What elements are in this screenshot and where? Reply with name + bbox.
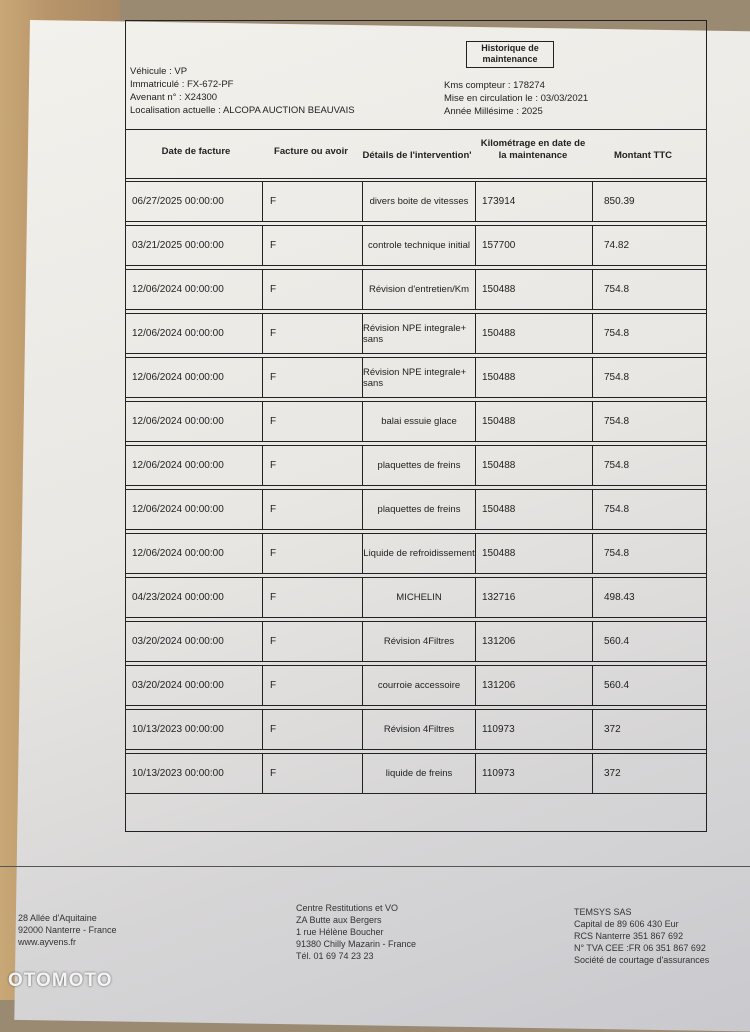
odometer: Kms compteur : 178274 — [444, 80, 545, 91]
column-header-amount: Montant TTC — [613, 150, 673, 161]
invoice-type-cell: F — [270, 460, 277, 471]
counter-info — [444, 79, 588, 118]
footer-right-line: Capital de 89 606 430 Eur — [574, 919, 679, 929]
footer-right-line: TEMSYS SAS — [574, 907, 632, 917]
vehicle-info — [130, 65, 355, 117]
footer-center-line: Centre Restitutions et VO — [296, 903, 399, 913]
mileage-cell: 131206 — [478, 666, 593, 705]
table-row — [126, 753, 706, 794]
table-row — [126, 621, 706, 662]
mileage-cell: 150488 — [478, 490, 593, 529]
date-cell: 10/13/2023 00:00:00 — [132, 710, 263, 749]
amount-cell: 372 — [604, 724, 621, 735]
invoice-type-cell: F — [270, 416, 277, 427]
invoice-type-cell: F — [270, 680, 277, 691]
table-header — [126, 129, 706, 179]
intervention-detail-cell: Révision NPE integrale+ sans — [362, 314, 476, 353]
mileage-cell: 150488 — [478, 314, 593, 353]
invoice-type-cell: F — [270, 592, 277, 603]
mileage-cell: 131206 — [478, 622, 593, 661]
date-cell: 03/21/2025 00:00:00 — [132, 226, 263, 265]
intervention-detail-cell: Révision NPE integrale+ sans — [362, 358, 476, 397]
footer-right-line: Société de courtage d'assurances — [574, 955, 710, 965]
maintenance-history-sheet — [125, 20, 707, 832]
intervention-detail-cell: plaquettes de freins — [362, 490, 476, 529]
column-header-type: Facture ou avoir — [274, 146, 348, 157]
invoice-type-cell: F — [270, 240, 277, 251]
date-cell: 12/06/2024 00:00:00 — [132, 490, 263, 529]
mileage-cell: 132716 — [478, 578, 593, 617]
amount-cell: 560.4 — [604, 680, 630, 691]
table-row — [126, 445, 706, 486]
vehicle-location: Localisation actuelle : ALCOPA AUCTION BEAUVAIS — [130, 105, 355, 116]
column-header-detail: Détails de l'intervention' — [362, 150, 472, 161]
footer-right-line: N° TVA CEE :FR 06 351 867 692 — [574, 943, 706, 953]
invoice-type-cell: F — [270, 768, 277, 779]
amount-cell: 754.8 — [604, 284, 630, 295]
mileage-cell: 150488 — [478, 446, 593, 485]
intervention-detail-cell: Liquide de refroidissement — [362, 534, 476, 573]
table-row — [126, 489, 706, 530]
intervention-detail-cell: plaquettes de freins — [362, 446, 476, 485]
vehicle-registration: Immatriculé : FX-672-PF — [130, 79, 234, 90]
intervention-detail-cell: courroie accessoire — [362, 666, 476, 705]
vehicle-amendment: Avenant n° : X24300 — [130, 92, 218, 103]
intervention-detail-cell: Révision d'entretien/Km — [362, 270, 476, 309]
table-row — [126, 533, 706, 574]
invoice-type-cell: F — [270, 284, 277, 295]
mileage-cell: 150488 — [478, 402, 593, 441]
column-header-date: Date de facture — [161, 146, 231, 157]
intervention-detail-cell: liquide de freins — [362, 754, 476, 793]
table-row — [126, 181, 706, 222]
footer-center-line: Tél. 01 69 74 23 23 — [296, 951, 374, 961]
amount-cell: 560.4 — [604, 636, 630, 647]
mileage-cell: 150488 — [478, 358, 593, 397]
amount-cell: 74.82 — [604, 240, 630, 251]
invoice-type-cell: F — [270, 724, 277, 735]
amount-cell: 850.39 — [604, 196, 635, 207]
amount-cell: 754.8 — [604, 504, 630, 515]
footer-divider — [0, 866, 750, 867]
vehicle-type: Véhicule : VP — [130, 66, 188, 77]
table-row — [126, 269, 706, 310]
date-cell: 12/06/2024 00:00:00 — [132, 402, 263, 441]
footer-right-line: RCS Nanterre 351 867 692 — [574, 931, 684, 941]
date-cell: 03/20/2024 00:00:00 — [132, 622, 263, 661]
date-cell: 12/06/2024 00:00:00 — [132, 314, 263, 353]
date-cell: 12/06/2024 00:00:00 — [132, 446, 263, 485]
date-cell: 04/23/2024 00:00:00 — [132, 578, 263, 617]
footer-right — [574, 906, 709, 966]
amount-cell: 754.8 — [604, 548, 630, 559]
intervention-detail-cell: Révision 4Filtres — [362, 710, 476, 749]
footer-left — [18, 912, 117, 948]
date-cell: 10/13/2023 00:00:00 — [132, 754, 263, 793]
intervention-detail-cell: divers boite de vitesses — [362, 182, 476, 221]
invoice-type-cell: F — [270, 504, 277, 515]
amount-cell: 754.8 — [604, 460, 630, 471]
mileage-cell: 150488 — [478, 270, 593, 309]
table-row — [126, 313, 706, 354]
amount-cell: 372 — [604, 768, 621, 779]
intervention-detail-cell: Révision 4Filtres — [362, 622, 476, 661]
document-title: Historique de maintenance — [466, 41, 554, 68]
date-cell: 03/20/2024 00:00:00 — [132, 666, 263, 705]
amount-cell: 754.8 — [604, 328, 630, 339]
first-registration-date: Mise en circulation le : 03/03/2021 — [444, 93, 589, 104]
footer-center-line: 91380 Chilly Mazarin - France — [296, 939, 417, 949]
footer-left-line: 28 Allée d'Aquitaine — [18, 913, 97, 923]
footer-center — [296, 902, 416, 962]
column-header-mileage: Kilométrage en date de la maintenance — [480, 138, 586, 161]
otomoto-watermark: OTOMOTO — [8, 970, 113, 991]
date-cell: 12/06/2024 00:00:00 — [132, 270, 263, 309]
table-row — [126, 357, 706, 398]
table-row — [126, 709, 706, 750]
maintenance-table-body — [126, 181, 706, 797]
amount-cell: 498.43 — [604, 592, 635, 603]
mileage-cell: 157700 — [478, 226, 593, 265]
mileage-cell: 173914 — [478, 182, 593, 221]
mileage-cell: 110973 — [478, 754, 593, 793]
date-cell: 12/06/2024 00:00:00 — [132, 534, 263, 573]
invoice-type-cell: F — [270, 196, 277, 207]
intervention-detail-cell: controle technique initial — [362, 226, 476, 265]
invoice-type-cell: F — [270, 372, 277, 383]
mileage-cell: 110973 — [478, 710, 593, 749]
footer-center-line: 1 rue Hélène Boucher — [296, 927, 384, 937]
intervention-detail-cell: MICHELIN — [362, 578, 476, 617]
date-cell: 12/06/2024 00:00:00 — [132, 358, 263, 397]
invoice-type-cell: F — [270, 548, 277, 559]
footer-left-line: www.ayvens.fr — [18, 937, 77, 947]
invoice-type-cell: F — [270, 328, 277, 339]
intervention-detail-cell: balai essuie glace — [362, 402, 476, 441]
table-row — [126, 401, 706, 442]
amount-cell: 754.8 — [604, 372, 630, 383]
invoice-type-cell: F — [270, 636, 277, 647]
footer-left-line: 92000 Nanterre - France — [18, 925, 117, 935]
table-row — [126, 577, 706, 618]
model-year: Année Millésime : 2025 — [444, 106, 543, 117]
date-cell: 06/27/2025 00:00:00 — [132, 182, 263, 221]
table-row — [126, 225, 706, 266]
amount-cell: 754.8 — [604, 416, 630, 427]
table-row — [126, 665, 706, 706]
footer-center-line: ZA Butte aux Bergers — [296, 915, 382, 925]
mileage-cell: 150488 — [478, 534, 593, 573]
